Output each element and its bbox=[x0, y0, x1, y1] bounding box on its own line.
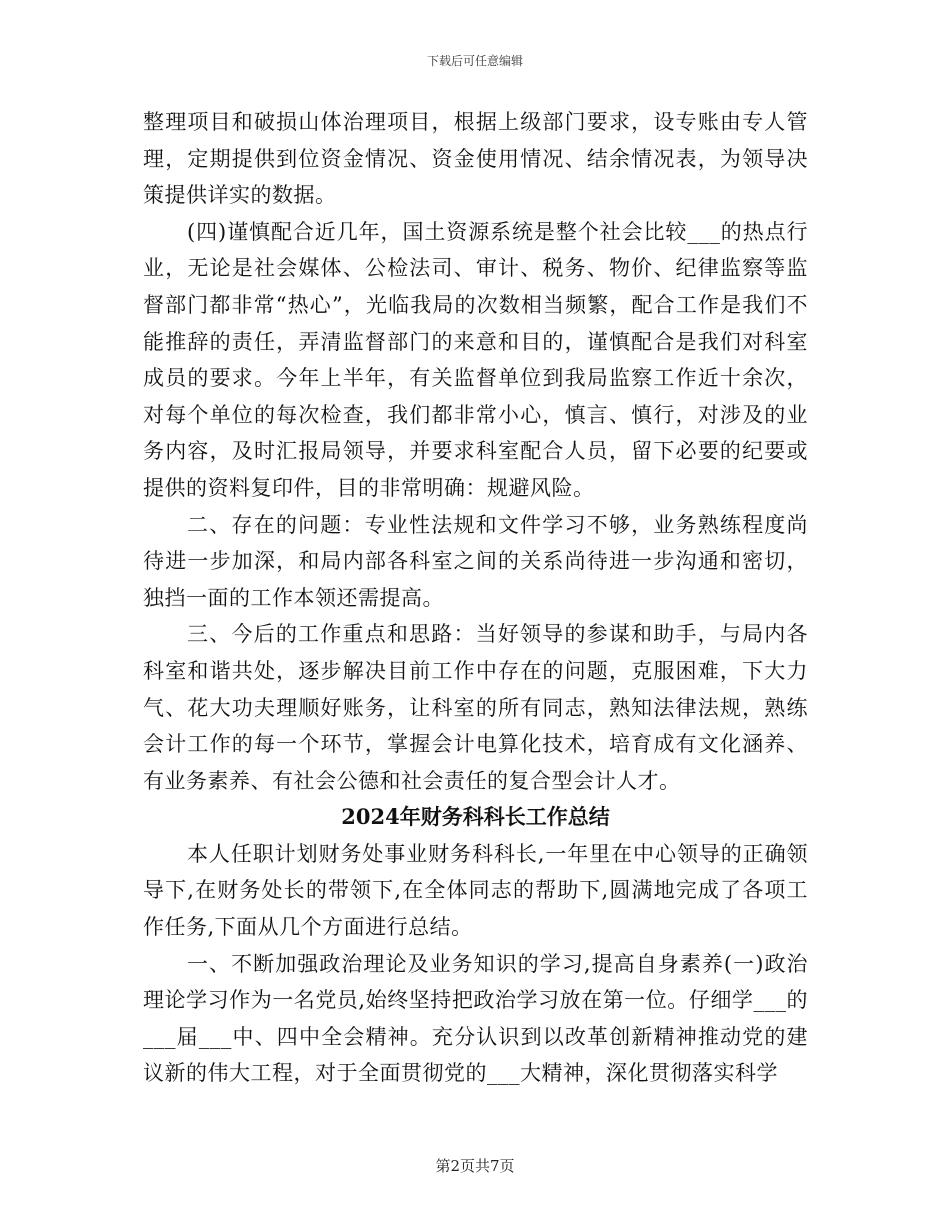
paragraph-2: (四)谨慎配合近几年，国土资源系统是整个社会比较___的热点行业，无论是社会媒体、公检法司、审计、税务、物价、纪律监察等监督部门都非常“热心”，光临我局的次数相当频繁，配合工作是我们不能推辞的责任，弄清监督部门的来意和目的，谨慎配合是我们对科室成员的要求。今年上半年，有关监督单位到我局监察工作近十余次，对每个单位的每次检查，我们都非常小心，慎言、慎行，对涉及的业务内容，及时汇报局领导，并要求科室配合人员，留下必要的纪要或提供的资料复印件，目的非常明确：规避风险。 bbox=[143, 219, 808, 500]
page-header-note: 下载后可任意编辑 bbox=[426, 54, 523, 68]
paragraph-1: 整理项目和破损山体治理项目，根据上级部门要求，设专账由专人管理，定期提供到位资金情况、资金使用情况、结余情况表，为领导决策提供详实的数据。 bbox=[143, 110, 808, 208]
paragraph-3: 二、存在的问题：专业性法规和文件学习不够，业务熟练程度尚待进一步加深，和局内部各科室之间的关系尚待进一步沟通和密切，独挡一面的工作本领还需提高。 bbox=[143, 512, 808, 610]
paragraph-4: 三、今后的工作重点和思路：当好领导的参谋和助手，与局内各科室和谐共处，逐步解决目前工作中存在的问题，克服困难，下大力气、花大功夫理顺好账务，让科室的所有同志，熟知法律法规，熟练会计工作的每一个环节，掌握会计电算化技术，培育成有文化涵养、有业务素养、有社会公德和社会责任的复合型会计人才。 bbox=[143, 622, 808, 793]
paragraph-5: 本人任职计划财务处事业财务科科长,一年里在中心领导的正确领导下,在财务处长的带领下,在全体同志的帮助下,圆满地完成了各项工作任务,下面从几个方面进行总结。 bbox=[143, 841, 808, 940]
page-footer: 第2页共7页 bbox=[435, 1157, 515, 1175]
document-title: 2024年财务科科长工作总结 bbox=[341, 804, 610, 830]
document-body bbox=[143, 104, 808, 1092]
paragraph-6: 一、不断加强政治理论及业务知识的学习,提高自身素养(一)政治理论学习作为一名党员,始终坚持把政治学习放在第一位。仔细学___的___届___中、四中全会精神。充分认识到以改革创新精神推动党的建议新的伟大工程，对于全面贯彻党的___大精神，深化贯彻落实科学 bbox=[143, 951, 808, 1086]
